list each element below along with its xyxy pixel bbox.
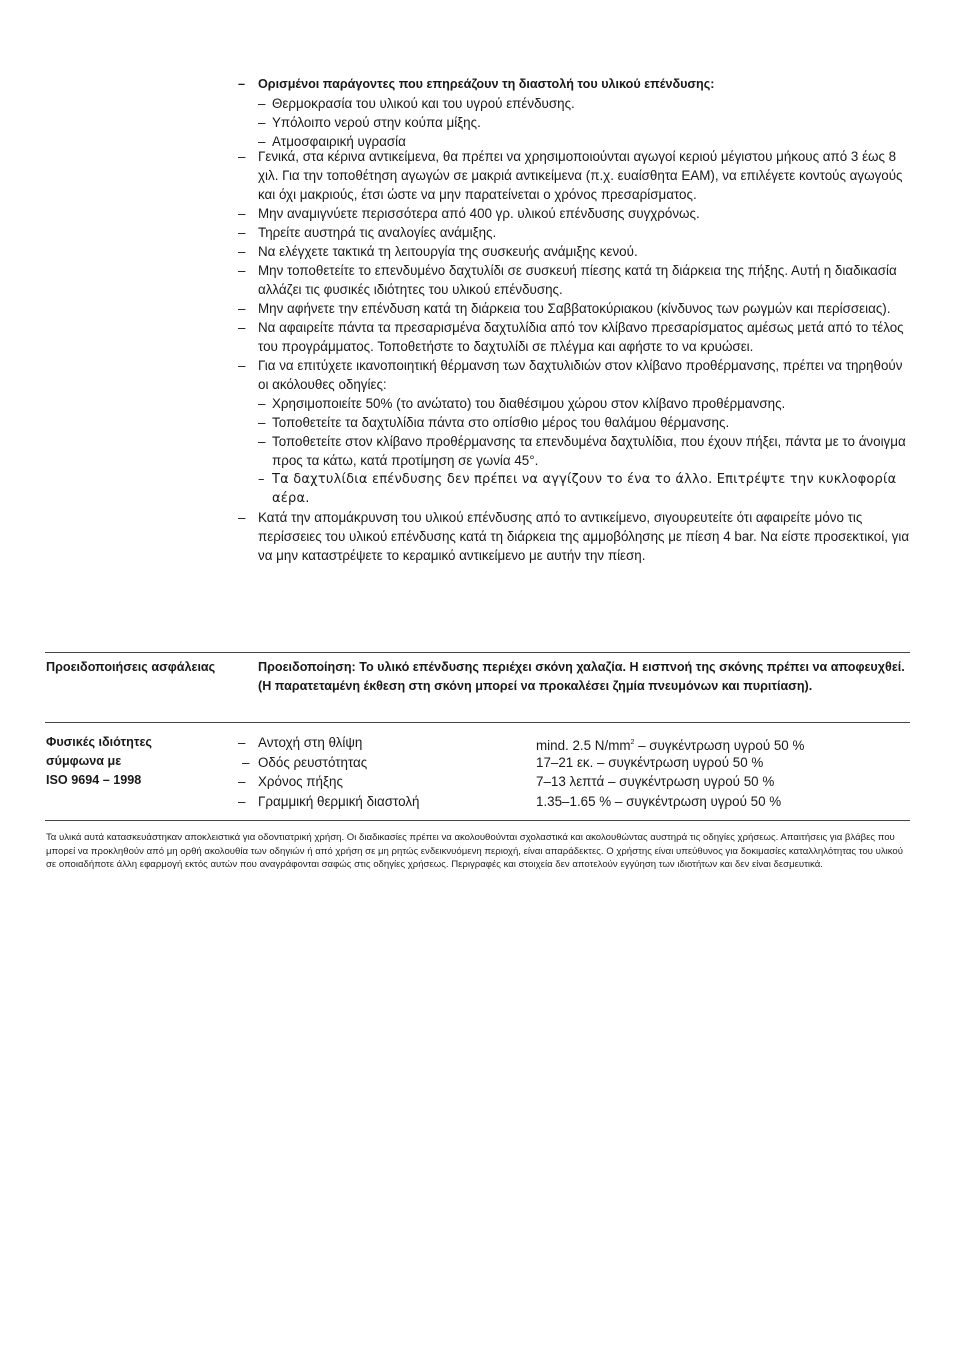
property-value: 17–21 εκ. – συγκέντρωση υγρού 50 %	[536, 754, 764, 770]
properties-label: Φυσικές ιδιότητες σύμφωνα με ISO 9694 – 1998	[46, 735, 152, 787]
instruction-item: – Μην αφήνετε την επένδυση κατά τη διάρκεια του Σαββατοκύριακου (κίνδυνος των ρωγμών και περίσσειας).	[238, 301, 891, 316]
factor-item: – Θερμοκρασία του υλικού και του υγρού επένδυσης.	[258, 96, 575, 111]
property-name: Χρόνος πήξης	[258, 774, 343, 789]
safety-warning-text: Προειδοποίηση: Το υλικό επένδυσης περιέχει σκόνη χαλαζία. Η εισπνοή της σκόνης πρέπει να αποφευχθεί. (Η παρατεταμένη έκθεση στη σκόνη μπορεί να προκαλέσει ζημία πνευμόνων και πυριτίαση).	[258, 660, 905, 693]
property-value: 1.35–1.65 % – συγκέντρωση υγρού 50 %	[536, 793, 782, 809]
instruction-item: – Να αφαιρείτε πάντα τα πρεσαρισμένα δαχτυλίδια από τον κλίβανο πρεσαρίσματος αμέσως μετά από το τέλος του προγράμματος. Τοποθετήστε το δαχτυλίδι σε πλέγμα και αφήστε το να κρυώσει.	[238, 320, 904, 354]
factor-item: – Υπόλοιπο νερού στην κούπα μίξης.	[258, 115, 481, 130]
property-row: – Οδός ρευστότητας 17–21 εκ. – συγκέντρωση υγρού 50 %	[238, 753, 910, 773]
property-row: – Γραμμική θερμική διαστολή 1.35–1.65 % – συγκέντρωση υγρού 50 %	[238, 792, 910, 812]
property-row: – Χρόνος πήξης 7–13 λεπτά – συγκέντρωση υγρού 50 %	[238, 772, 910, 792]
divider	[45, 820, 910, 821]
property-name: Οδός ρευστότητας	[258, 754, 368, 770]
instruction-item: – Γενικά, στα κέρινα αντικείμενα, θα πρέπει να χρησιμοποιούνται αγωγοί κεριού μέγιστου μήκους από 3 έως 8 χιλ. Για την τοποθέτηση αγωγών σε μακριά αντικείμενα (π.χ. ευαίσθητα ΕΑΜ), να επιλέγετε κοντούς αγωγούς και όχι μακριούς, έτσι ώστε να μην παρατείνεται ο χρόνος πρεσαρίσματος.	[238, 149, 903, 202]
property-value: mind. 2.5 $N/mm^2$ – συγκέντρωση υγρού 50 %	[536, 738, 805, 753]
disclaimer-footer: Τα υλικά αυτά κατασκευάστηκαν αποκλειστικά για οδοντιατρική χρήση. Οι διαδικασίες πρέπει να ακολουθούνται σχολαστικά και ακολουθώντας αυστηρά τις οδηγίες χρήσεως. Απαιτήσεις για βλάβες που μπορεί να προκληθούν από μη ορθή ακολουθία των οδηγιών ή από χρήση σε μη ρητώς ενδεικνυόμενη περιοχή, είναι απαράδεκτες. Ο χρήστης είναι υπεύθυνος για δοκιμασίες καταλληλότητας του υλικού σε οποιαδήποτε άλλη εφαρμογή εκτός αυτών που αναγράφονται σαφώς στις οδηγίες χρήσεως. Περιγραφές και στοιχεία δεν αποτελούν εγγύηση των ιδιοτήτων και δεν είναι δεσμευτικά.	[46, 832, 904, 871]
instruction-item: – Μην τοποθετείτε το επενδυμένο δαχτυλίδι σε συσκευή πίεσης κατά τη διάρκεια της πήξης. Αυτή η διαδικασία αλλάζει τις φυσικές ιδιότητες του υλικού επένδυσης.	[238, 263, 897, 297]
instruction-item: – Να ελέγχετε τακτικά τη λειτουργία της συσκευής ανάμιξης κενού.	[238, 244, 638, 259]
instruction-item: – Για να επιτύχετε ικανοποιητική θέρμανση των δαχτυλιδιών στον κλίβανο προθέρμανσης, πρέπει να τηρηθούν οι ακόλουθες οδηγίες:	[238, 358, 903, 392]
properties-table	[238, 733, 910, 811]
safety-label: Προειδοποιήσεις ασφάλειας	[46, 660, 216, 674]
property-row: – Αντοχή στη θλίψη mind. 2.5 $N/mm^2$ – συγκέντρωση υγρού 50 %	[238, 733, 910, 753]
divider	[45, 652, 910, 653]
preheat-item: – Τα δαχτυλίδια επένδυσης δεν πρέπει να αγγίζουν το ένα το άλλο. Επιτρέψτε την κυκλοφορία αέρα.	[258, 472, 897, 506]
preheat-item: – Τοποθετείτε τα δαχτυλίδια πάντα στο οπίσθιο μέρος του θαλάμου θέρμανσης.	[258, 415, 730, 430]
instructions-block	[238, 75, 910, 565]
instructions-heading: – Ορισμένοι παράγοντες που επηρεάζουν τη διαστολή του υλικού επένδυσης:	[238, 77, 715, 91]
preheat-item: – Τοποθετείτε στον κλίβανο προθέρμανσης τα επενδυμένα δαχτυλίδια, που έχουν πήξει, πάντα με το άνοιγμα προς τα κάτω, κατά προτίμηση σε γωνία 45°.	[258, 434, 906, 468]
property-name: Αντοχή στη θλίψη	[258, 735, 363, 750]
factor-item: – Ατμοσφαιρική υγρασία	[258, 134, 406, 149]
instruction-item: – Μην αναμιγνύετε περισσότερα από 400 γρ. υλικού επένδυσης συγχρόνως.	[238, 206, 700, 221]
property-name: Γραμμική θερμική διαστολή	[258, 793, 420, 809]
instruction-item: – Κατά την απομάκρυνση του υλικού επένδυσης από το αντικείμενο, σιγουρευτείτε ότι αφαιρείτε μόνο τις περίσσειες του υλικού επένδυσης κατά τη διάρκεια της αμμοβόλησης με πίεση 4 bar. Να είστε προσεκτικοί, για να μην καταστρέψετε το κεραμικό αντικείμενο με αυτήν την πίεση.	[238, 510, 910, 563]
divider	[45, 722, 910, 723]
preheat-item: – Χρησιμοποιείτε 50% (το ανώτατο) του διαθέσιμου χώρου στον κλίβανο προθέρμανσης.	[258, 396, 786, 411]
instruction-item: – Τηρείτε αυστηρά τις αναλογίες ανάμιξης.	[238, 225, 497, 240]
property-value: 7–13 λεπτά – συγκέντρωση υγρού 50 %	[536, 774, 775, 789]
